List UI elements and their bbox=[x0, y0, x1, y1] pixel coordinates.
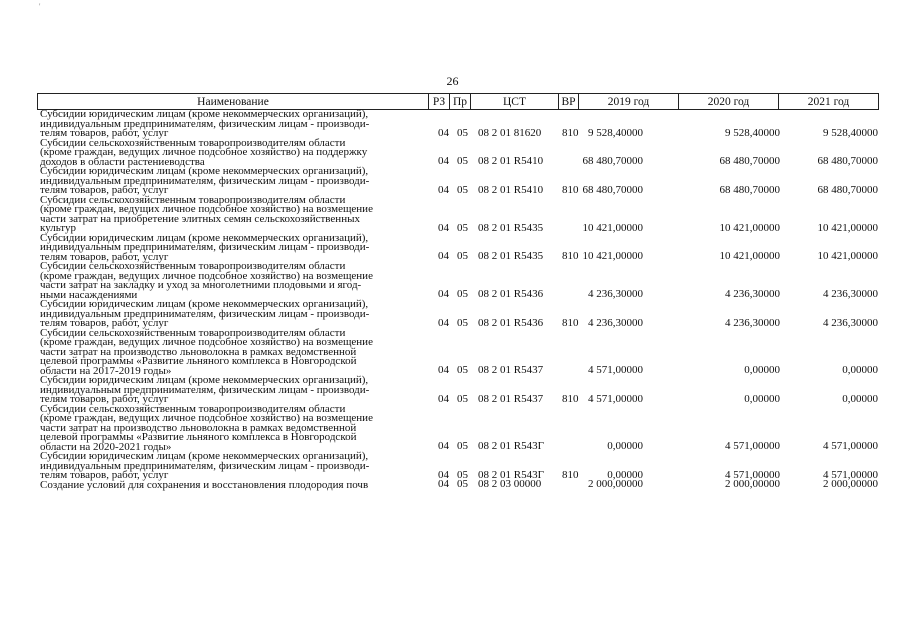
row-2019: 9 528,40000 bbox=[588, 126, 643, 139]
row-name-line: индивидуальным предпринимателям, физическим лицам - производи- bbox=[40, 174, 370, 187]
row-cst: 08 2 01 R543Г bbox=[478, 468, 544, 481]
header-cst: ЦСТ bbox=[471, 94, 559, 110]
row-2021: 4 571,00000 bbox=[823, 468, 878, 481]
row-cst: 08 2 01 R5410 bbox=[478, 183, 544, 196]
row-rz: 04 bbox=[438, 250, 449, 262]
row-rz: 04 bbox=[438, 468, 449, 481]
row-rz: 04 bbox=[438, 364, 449, 376]
row-name bbox=[37, 110, 428, 139]
table-row bbox=[37, 402, 878, 453]
row-2020: 68 480,70000 bbox=[719, 155, 780, 167]
row-name-line: (кроме граждан, ведущих личное подсобное хозяйство) на поддержку bbox=[40, 146, 368, 158]
row-name-line: Субсидии юридическим лицам (кроме некоммерческих организаций), bbox=[40, 108, 369, 120]
row-cst: 08 2 01 R5436 bbox=[478, 316, 544, 329]
row-name bbox=[37, 167, 428, 196]
row-cst: 08 2 03 00000 bbox=[478, 478, 542, 490]
row-name-line: Субсидии юридическим лицам (кроме некоммерческих организаций), bbox=[40, 298, 369, 310]
row-name-line: целевой программы «Развитие льняного комплекса в Новгородской bbox=[40, 431, 357, 443]
row-name-line: части затрат на приобретение элитных семян сельскохозяйственных bbox=[40, 212, 360, 225]
row-name-line: (кроме граждан, ведущих личное подсобное хозяйство) на возмещение bbox=[40, 412, 373, 424]
row-cst: 08 2 01 R5410 bbox=[478, 155, 544, 167]
row-name-line: (кроме граждан, ведущих личное подсобное хозяйство) на возмещение bbox=[40, 269, 373, 282]
table-row bbox=[37, 478, 878, 491]
row-pr: 05 bbox=[457, 183, 468, 196]
row-name-line: области на 2020-2021 годы» bbox=[40, 440, 172, 453]
row-name bbox=[37, 402, 428, 453]
row-2021: 9 528,40000 bbox=[823, 126, 878, 139]
row-2021: 4 571,00000 bbox=[823, 440, 878, 452]
row-2020: 4 571,00000 bbox=[725, 440, 780, 452]
row-name-line: области на 2017-2019 годы» bbox=[40, 364, 172, 377]
row-2021: 4 236,30000 bbox=[823, 316, 878, 329]
row-vr: 810 bbox=[562, 250, 579, 262]
row-rz: 04 bbox=[438, 183, 449, 196]
row-2019: 4 236,30000 bbox=[588, 316, 643, 329]
row-2021: 4 236,30000 bbox=[823, 288, 878, 300]
row-2020: 0,00000 bbox=[744, 392, 780, 405]
row-name-line: (кроме граждан, ведущих личное подсобное хозяйство) на возмещение bbox=[40, 203, 373, 215]
row-name-line: телям товаров, работ, услуг bbox=[40, 317, 169, 329]
row-name bbox=[37, 300, 428, 329]
row-2019: 68 480,70000 bbox=[582, 155, 643, 167]
row-vr: 810 bbox=[562, 392, 579, 405]
row-name bbox=[37, 193, 428, 234]
row-pr: 05 bbox=[457, 155, 468, 167]
row-name bbox=[37, 262, 428, 300]
row-name-line: телям товаров, работ, услуг bbox=[40, 250, 169, 263]
row-name-line: телям товаров, работ, услуг bbox=[40, 127, 169, 139]
table-row bbox=[37, 262, 878, 300]
row-pr: 05 bbox=[457, 250, 468, 262]
row-name-line: ными насаждениями bbox=[40, 288, 138, 301]
row-name-line: Субсидии юридическим лицам (кроме некоммерческих организаций), bbox=[40, 450, 369, 462]
row-name-line: Субсидии сельскохозяйственным товаропроизводителям области bbox=[40, 402, 346, 415]
table-row bbox=[37, 136, 878, 168]
row-name-line: телям товаров, работ, услуг bbox=[40, 469, 169, 481]
row-name bbox=[37, 136, 428, 168]
row-name bbox=[37, 452, 428, 481]
row-2020: 2 000,00000 bbox=[725, 478, 780, 490]
row-2019: 4 571,00000 bbox=[588, 364, 643, 376]
row-2021: 0,00000 bbox=[842, 392, 878, 405]
row-vr: 810 bbox=[562, 316, 579, 329]
row-name-line: Субсидии юридическим лицам (кроме некоммерческих организаций), bbox=[40, 231, 369, 244]
row-name-line: Субсидии юридическим лицам (кроме некоммерческих организаций), bbox=[40, 165, 369, 177]
table-row bbox=[37, 231, 878, 263]
header-2021: 2021 год bbox=[779, 94, 879, 110]
row-name-line: части затрат на закладку и уход за многолетними плодовыми и ягод- bbox=[40, 279, 362, 291]
row-2019: 0,00000 bbox=[607, 468, 643, 481]
row-2019: 4 236,30000 bbox=[588, 288, 643, 300]
row-2020: 9 528,40000 bbox=[725, 126, 780, 139]
header-vr: ВР bbox=[559, 94, 579, 110]
row-name bbox=[37, 478, 428, 491]
header-2019: 2019 год bbox=[579, 94, 679, 110]
row-vr: 810 bbox=[562, 468, 579, 481]
table-row bbox=[37, 326, 878, 377]
row-pr: 05 bbox=[457, 440, 468, 452]
page-number: 26 bbox=[446, 74, 459, 88]
row-name-line: Создание условий для сохранения и восстановления плодородия почв bbox=[40, 478, 369, 491]
scan-speck: ' bbox=[39, 2, 41, 11]
row-pr: 05 bbox=[457, 468, 468, 481]
row-rz: 04 bbox=[438, 221, 449, 234]
row-name-line: Субсидии сельскохозяйственным товаропроизводителям области bbox=[40, 136, 346, 149]
row-2020: 68 480,70000 bbox=[719, 183, 780, 196]
row-cst: 08 2 01 R5437 bbox=[478, 364, 544, 376]
row-2021: 0,00000 bbox=[842, 364, 878, 376]
table-row bbox=[37, 376, 878, 405]
row-pr: 05 bbox=[457, 478, 468, 490]
row-2020: 4 236,30000 bbox=[725, 316, 780, 329]
row-name-line: Субсидии сельскохозяйственным товаропроизводителям области bbox=[40, 260, 346, 272]
row-cst: 08 2 01 81620 bbox=[478, 126, 542, 139]
row-2019: 2 000,00000 bbox=[588, 478, 643, 490]
row-pr: 05 bbox=[457, 316, 468, 329]
table-row bbox=[37, 452, 878, 481]
row-name bbox=[37, 231, 428, 263]
header-name: Наименование bbox=[38, 94, 429, 110]
row-name-line: индивидуальным предпринимателям, физическим лицам - производи- bbox=[40, 117, 370, 130]
row-pr: 05 bbox=[457, 364, 468, 376]
row-name-line: телям товаров, работ, услуг bbox=[40, 393, 169, 405]
row-name-line: индивидуальным предпринимателям, физическим лицам - производи- bbox=[40, 383, 370, 396]
row-name-line: культур bbox=[40, 222, 76, 234]
row-name-line: части затрат на производство льноволокна в рамках ведомственной bbox=[40, 421, 357, 434]
header-rz: РЗ bbox=[429, 94, 450, 110]
row-pr: 05 bbox=[457, 288, 468, 300]
row-2021: 2 000,00000 bbox=[823, 478, 878, 490]
row-2020: 4 236,30000 bbox=[725, 288, 780, 300]
row-rz: 04 bbox=[438, 478, 449, 490]
row-name bbox=[37, 376, 428, 405]
row-name-line: доходов в области растениеводства bbox=[40, 155, 205, 168]
table-row bbox=[37, 300, 878, 329]
row-2019: 10 421,00000 bbox=[582, 221, 643, 234]
row-name-line: Субсидии сельскохозяйственным товаропроизводителям области bbox=[40, 193, 346, 206]
row-name-line: телям товаров, работ, услуг bbox=[40, 184, 169, 196]
row-rz: 04 bbox=[438, 440, 449, 452]
row-2021: 10 421,00000 bbox=[817, 221, 878, 234]
table-row bbox=[37, 193, 878, 234]
header-2020: 2020 год bbox=[679, 94, 779, 110]
row-name-line: индивидуальным предпринимателям, физическим лицам - производи- bbox=[40, 241, 370, 253]
row-vr: 810 bbox=[562, 126, 579, 139]
row-name-line: Субсидии юридическим лицам (кроме некоммерческих организаций), bbox=[40, 374, 369, 386]
table-row bbox=[37, 167, 878, 196]
row-2020: 0,00000 bbox=[744, 364, 780, 376]
budget-table-body bbox=[37, 110, 878, 490]
row-cst: 08 2 01 R5436 bbox=[478, 288, 544, 300]
row-name-line: целевой программы «Развитие льняного комплекса в Новгородской bbox=[40, 355, 357, 367]
row-cst: 08 2 01 R5437 bbox=[478, 392, 544, 405]
row-name-line: индивидуальным предпринимателям, физическим лицам - производи- bbox=[40, 307, 370, 320]
row-2020: 4 571,00000 bbox=[725, 468, 780, 481]
table-row bbox=[37, 110, 878, 139]
row-rz: 04 bbox=[438, 392, 449, 405]
row-pr: 05 bbox=[457, 221, 468, 234]
row-pr: 05 bbox=[457, 126, 468, 139]
row-name bbox=[37, 326, 428, 377]
row-2021: 68 480,70000 bbox=[817, 155, 878, 167]
row-name-line: Субсидии сельскохозяйственным товаропроизводителям области bbox=[40, 326, 346, 339]
row-vr: 810 bbox=[562, 183, 579, 196]
row-2019: 0,00000 bbox=[607, 440, 643, 452]
row-rz: 04 bbox=[438, 316, 449, 329]
header-pr: Пр bbox=[450, 94, 471, 110]
row-name-line: части затрат на производство льноволокна в рамках ведомственной bbox=[40, 345, 357, 358]
row-2020: 10 421,00000 bbox=[719, 250, 780, 262]
row-2020: 10 421,00000 bbox=[719, 221, 780, 234]
row-name-line: (кроме граждан, ведущих личное подсобное хозяйство) на возмещение bbox=[40, 336, 373, 348]
row-name-line: индивидуальным предпринимателям, физическим лицам - производи- bbox=[40, 459, 370, 472]
row-rz: 04 bbox=[438, 155, 449, 167]
row-2019: 4 571,00000 bbox=[588, 392, 643, 405]
row-pr: 05 bbox=[457, 392, 468, 405]
row-cst: 08 2 01 R543Г bbox=[478, 440, 544, 452]
row-rz: 04 bbox=[438, 126, 449, 139]
row-2019: 68 480,70000 bbox=[582, 183, 643, 196]
row-2021: 10 421,00000 bbox=[817, 250, 878, 262]
row-cst: 08 2 01 R5435 bbox=[478, 250, 544, 262]
row-2021: 68 480,70000 bbox=[817, 183, 878, 196]
row-2019: 10 421,00000 bbox=[582, 250, 643, 262]
row-cst: 08 2 01 R5435 bbox=[478, 221, 544, 234]
row-rz: 04 bbox=[438, 288, 449, 300]
